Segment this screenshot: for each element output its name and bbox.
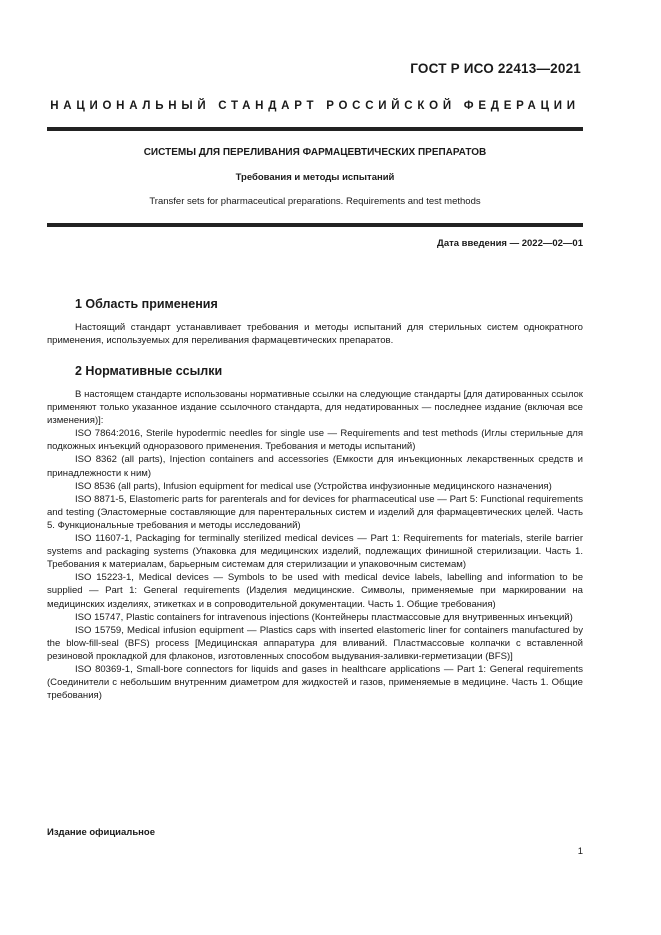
reference-item: ISO 15747, Plastic containers for intravenous injections (Контейнеры пластмассовые для внутривенных инъекций)	[75, 611, 573, 623]
reference-item: ISO 15223-1, Medical devices — Symbols to be used with medical device labels, labelling and information to be supplied — Part 1: General requirements (Изделия медицинские. Символы, применяемые при маркировании на медицинских изделиях, этикетках и в сопроводительной документации. Часть 1. Общие требования)	[47, 572, 583, 610]
national-standard-heading: НАЦИОНАЛЬНЫЙ СТАНДАРТ РОССИЙСКОЙ ФЕДЕРАЦИИ	[50, 100, 580, 112]
reference-item: ISO 15759, Medical infusion equipment — Plastics caps with inserted elastomeric liner for containers manufactured by the blow-fill-seal (BFS) process [Медицинская аппаратура для вливаний. Пластмассовые колпачки с вставленной резиновой прокладкой для флаконов, изготовленных способом выдувания-заливки-герметизации (BFS)]	[47, 624, 583, 662]
paragraph: Настоящий стандарт устанавливает требования и методы испытаний для стерильных систем однократного применения, используемых для переливания фармацевтических препаратов.	[47, 322, 583, 347]
reference-item: ISO 11607-1, Packaging for terminally sterilized medical devices — Part 1: Requirements for materials, sterile barrier systems and packaging systems (Упаковка для медицинских изделий, подлежащих финишной стерилизации. Часть 1. Требования к материалам, барьерным системам для стерилизации и упаковочным системам)	[47, 533, 583, 571]
bottom-rule	[47, 223, 583, 227]
document-title: СИСТЕМЫ ДЛЯ ПЕРЕЛИВАНИЯ ФАРМАЦЕВТИЧЕСКИХ ПРЕПАРАТОВ	[143, 147, 487, 158]
intro-date: Дата введения — 2022—02—01	[437, 238, 583, 249]
section-heading-scope: 1 Область применения	[75, 297, 218, 311]
reference-item: ISO 8362 (all parts), Injection containers and accessories (Емкости для инъекционных лекарственных средств и принадлежности к ним)	[47, 454, 583, 479]
reference-item: ISO 8871-5, Elastomeric parts for parenterals and for devices for pharmaceutical use — Part 5: Functional requirements and testing (Эластомерные составляющие для парентеральных систем и изделий для фармацевтических целей. Часть 5. Функциональные требования и методы исследований)	[47, 493, 583, 531]
document-title-english: Transfer sets for pharmaceutical preparations. Requirements and test methods	[149, 196, 481, 207]
page-number: 1	[577, 846, 583, 857]
top-rule	[47, 127, 583, 131]
paragraph: В настоящем стандарте использованы нормативные ссылки на следующие стандарты [для датированных ссылок применяют только указанное издание ссылочного стандарта, для недатированных — последнее издание (включая все изменения)]:	[47, 389, 583, 427]
document-subtitle: Требования и методы испытаний	[235, 172, 395, 183]
section-body-references	[47, 388, 583, 702]
official-edition-label: Издание официальное	[47, 827, 155, 838]
reference-item: ISO 8536 (all parts), Infusion equipment for medical use (Устройства инфузионные медицинского назначения)	[75, 480, 552, 492]
reference-item: ISO 7864:2016, Sterile hypodermic needles for single use — Requirements and test methods (Иглы стерильные для подкожных инъекций одноразового применения. Требования и методы испытаний)	[47, 428, 583, 453]
reference-item: ISO 80369-1, Small-bore connectors for liquids and gases in healthcare applications — Part 1: General requirements (Соединители с небольшим внутренним диаметром для жидкостей и газов, применяемые в медицине. Часть 1. Общие требования)	[47, 663, 583, 702]
section-body-scope	[47, 321, 583, 347]
section-heading-references: 2 Нормативные ссылки	[75, 364, 223, 378]
doc-number: ГОСТ Р ИСО 22413—2021	[410, 61, 581, 76]
